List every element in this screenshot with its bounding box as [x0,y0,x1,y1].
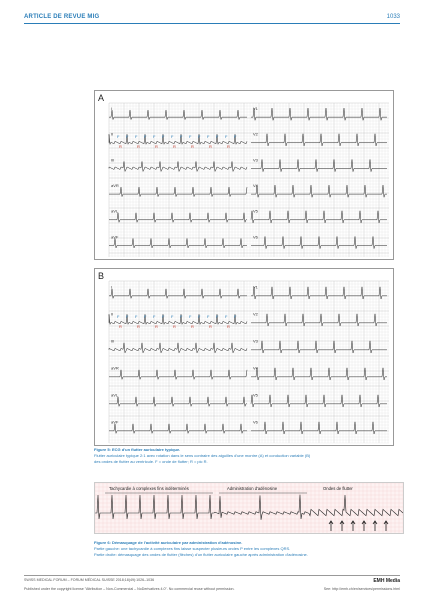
section-header: ARTICLE DE REVUE MIG [24,14,100,20]
figure-6-line-2: Partie gauche: une tachycardie à complexes fins laisse suspecter plusieurs ondes P entre les complexes QRS. [94,546,291,551]
license-link[interactable]: See: http://emh.ch/en/services/permissions.html [323,587,400,591]
r-peak-marker: R [191,323,194,329]
figure-5-title: Figure 5: ECG d'un flutter auriculaire typique. [94,447,181,452]
flutter-wave-marker: F [198,133,201,139]
figure-6-rhythm-strip [94,482,404,534]
flutter-wave-marker: F [153,133,156,139]
rhythm-trace [95,495,403,520]
flutter-wave-marker: F [189,313,192,319]
r-peak-marker: R [137,143,140,149]
flutter-arrow [373,521,377,531]
flutter-wave-marker: F [225,313,228,319]
flutter-wave-marker: F [180,313,183,319]
flutter-wave-marker: F [234,313,237,319]
flutter-wave-marker: F [153,313,156,319]
flutter-arrow [351,521,355,531]
lead-label-left: III [111,157,115,163]
flutter-wave-marker: F [171,133,174,139]
license-notice: Published under the copyright license "Attribution – Non-Commercial – NoDerivatives 4.0". No commercial reuse without permission. [24,587,235,591]
flutter-wave-marker: F [162,313,165,319]
lead-label-left: I [111,284,113,290]
flutter-wave-marker: F [126,313,129,319]
lead-label-right: V4 [253,182,258,188]
footer-divider [24,575,400,576]
lead-label-right: V1 [253,105,258,111]
lead-label-right: V5 [253,208,258,214]
header-divider [24,23,400,24]
lead-label-left: aVL [111,208,119,214]
flutter-wave-marker: F [144,313,147,319]
r-peak-marker: R [209,323,212,329]
journal-citation: SWISS MEDICAL FORUM – FORUM MÉDICAL SUISSE 2018;18(49):1026–1036 [24,578,155,582]
lead-label-right: V1 [253,284,258,290]
flutter-wave-marker: F [216,313,219,319]
flutter-wave-marker: F [117,313,120,319]
strip-label: Ondes de flutter [323,486,353,491]
figure-5-line-3: des ondes de flutter au ventricule. F = onde de flutter; R = pic R. [94,459,208,464]
flutter-wave-marker: F [144,133,147,139]
figure-5-caption [94,447,404,465]
ecg-panel-a [94,90,394,260]
flutter-wave-marker: F [225,133,228,139]
strip-label: Administration d'adénosine [227,486,278,491]
flutter-wave-marker: F [216,133,219,139]
lead-label-left: III [111,338,115,344]
lead-label-right: V6 [253,419,258,425]
strip-label: Tachycardie à complexes fins indéterminés [109,486,189,491]
lead-label-left: aVF [111,234,119,240]
figure-6-caption [94,540,404,558]
ecg-panel-b [94,268,394,446]
lead-label-left: II [111,131,114,137]
lead-label-left: aVR [111,365,119,371]
lead-label-right: V5 [253,392,258,398]
ecg-a-traces [95,91,393,259]
r-peak-marker: R [155,143,158,149]
lead-label-left: aVL [111,392,119,398]
flutter-wave-marker: F [207,133,210,139]
flutter-wave-marker: F [171,313,174,319]
rhythm-strip-trace [95,483,403,533]
r-peak-marker: R [227,323,230,329]
flutter-wave-marker: F [162,133,165,139]
flutter-wave-marker: F [198,313,201,319]
flutter-wave-marker: F [117,133,120,139]
lead-label-left: aVF [111,419,119,425]
lead-label-left: aVR [111,182,119,188]
lead-label-right: V2 [253,311,258,317]
flutter-wave-marker: F [189,133,192,139]
ecg-b-traces [95,269,393,445]
r-peak-marker: R [119,143,122,149]
figure-6-line-3: Partie droite: démasquage des ondes de flutter (flèches) d'un flutter auriculaire gauche après administration d'adénosine. [94,552,308,557]
figure-5-line-2: Flutter auriculaire typique 2:1 avec rotation dans le sens contraire des aiguilles d'une montre (A) et conduction variable (B) [94,453,311,458]
lead-label-right: V4 [253,365,258,371]
r-peak-marker: R [173,143,176,149]
r-peak-marker: R [191,143,194,149]
panel-a-letter: A [98,93,105,103]
r-peak-marker: R [227,143,230,149]
flutter-wave-marker: F [126,133,129,139]
page-number: 1033 [386,14,400,20]
flutter-wave-marker: F [207,313,210,319]
flutter-wave-marker: F [180,133,183,139]
flutter-wave-marker: F [234,133,237,139]
flutter-arrow [329,521,333,531]
lead-label-left: II [111,311,114,317]
figure-6-title: Figure 6: Démasquage de l'activité auriculaire par administration d'adénosine. [94,540,243,545]
flutter-arrow [340,521,344,531]
flutter-arrow [384,521,388,531]
r-peak-marker: R [155,323,158,329]
r-peak-marker: R [209,143,212,149]
lead-label-right: V2 [253,131,258,137]
r-peak-marker: R [137,323,140,329]
lead-label-right: V3 [253,157,258,163]
panel-b-letter: B [98,271,105,281]
flutter-wave-marker: F [135,133,138,139]
lead-label-right: V3 [253,338,258,344]
flutter-wave-marker: F [135,313,138,319]
publisher-logo: EMH Media [373,578,400,584]
flutter-arrow [362,521,366,531]
r-peak-marker: R [119,323,122,329]
r-peak-marker: R [173,323,176,329]
lead-label-right: V6 [253,234,258,240]
lead-label-left: I [111,105,113,111]
